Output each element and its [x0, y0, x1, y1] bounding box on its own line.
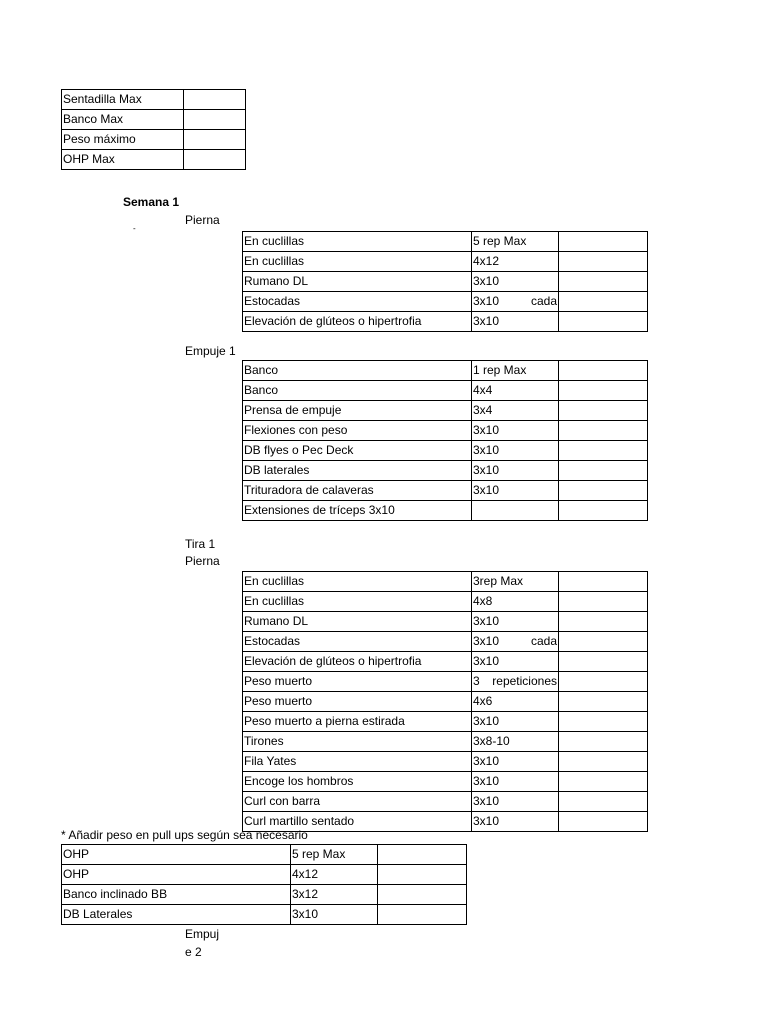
scheme-cell: 3x10 — [472, 752, 559, 772]
extra-cell[interactable] — [559, 652, 648, 672]
max-label: Peso máximo — [62, 130, 184, 150]
scheme-suffix: repeticiones — [492, 674, 557, 688]
extra-cell[interactable] — [378, 885, 467, 905]
exercise-cell: Trituradora de calaveras — [243, 481, 472, 501]
exercise-cell: Peso muerto a pierna estirada — [243, 712, 472, 732]
scheme-cell: 3x8-10 — [472, 732, 559, 752]
exercise-cell: Banco — [243, 381, 472, 401]
section-subtitle-pierna: Pierna — [185, 554, 220, 568]
extra-cell[interactable] — [559, 772, 648, 792]
scheme-suffix: cada — [530, 294, 557, 308]
scheme-cell: 3x10 — [472, 312, 559, 332]
table-row — [62, 110, 246, 130]
scheme-cell: 5 rep Max — [291, 845, 378, 865]
table-row — [243, 421, 648, 441]
exercise-cell: Elevación de glúteos o hipertrofia — [243, 652, 472, 672]
extra-cell[interactable] — [559, 792, 648, 812]
extra-cell[interactable] — [378, 905, 467, 925]
max-value[interactable] — [184, 150, 246, 170]
scheme-cell: 3x10 — [472, 812, 559, 832]
scheme-cell: 4x12 — [472, 252, 559, 272]
table-row — [243, 732, 648, 752]
extra-cell[interactable] — [559, 272, 648, 292]
scheme-cell: 3x10 — [472, 461, 559, 481]
table-row — [243, 792, 648, 812]
extra-cell[interactable] — [559, 572, 648, 592]
scheme-cell: 3x10 — [472, 712, 559, 732]
table-row — [243, 252, 648, 272]
table-row — [243, 292, 648, 312]
tira-table — [242, 571, 648, 832]
pierna-table — [242, 231, 648, 332]
empuje-table — [242, 360, 648, 521]
scheme-value: 3x10 — [473, 634, 500, 648]
extra-cell[interactable] — [378, 865, 467, 885]
max-value[interactable] — [184, 90, 246, 110]
table-row — [243, 361, 648, 381]
exercise-cell: Curl con barra — [243, 792, 472, 812]
table-row — [243, 692, 648, 712]
exercise-cell: Peso muerto — [243, 692, 472, 712]
scheme-cell: 4x8 — [472, 592, 559, 612]
extra-cell[interactable] — [559, 612, 648, 632]
table-row — [62, 130, 246, 150]
extra-cell[interactable] — [559, 752, 648, 772]
extra-cell[interactable] — [378, 845, 467, 865]
table-row — [243, 481, 648, 501]
section-title-empuje: Empuje 1 — [185, 344, 236, 358]
extra-cell[interactable] — [559, 481, 648, 501]
table-row — [62, 90, 246, 110]
table-row — [62, 885, 467, 905]
table-row — [243, 461, 648, 481]
max-table — [61, 89, 246, 170]
table-row — [243, 232, 648, 252]
scheme-cell: 3x10 — [291, 905, 378, 925]
extra-cell[interactable] — [559, 361, 648, 381]
section-title-empuje-2-line2: e 2 — [185, 945, 202, 959]
exercise-cell: En cuclillas — [243, 572, 472, 592]
week-title: Semana 1 — [123, 195, 180, 209]
scheme-cell: 3x10 — [472, 652, 559, 672]
extra-cell[interactable] — [559, 232, 648, 252]
exercise-cell: Banco — [243, 361, 472, 381]
table-row — [243, 772, 648, 792]
exercise-cell: DB Laterales — [62, 905, 291, 925]
scheme-cell: 4x12 — [291, 865, 378, 885]
scheme-cell: 3x10 — [472, 481, 559, 501]
table-row — [243, 501, 648, 521]
scheme-cell: 3x10 — [472, 772, 559, 792]
scheme-cell: 3x10 — [472, 441, 559, 461]
table-row — [62, 905, 467, 925]
extra-cell[interactable] — [559, 712, 648, 732]
exercise-cell: Encoge los hombros — [243, 772, 472, 792]
table-row — [243, 612, 648, 632]
table-row — [243, 312, 648, 332]
ohp-table — [61, 844, 467, 925]
scheme-cell: 3x10 — [472, 792, 559, 812]
exercise-cell: OHP — [62, 845, 291, 865]
scheme-value: 3 — [473, 674, 480, 688]
exercise-cell: Rumano DL — [243, 272, 472, 292]
scheme-cell: 3x10 — [472, 421, 559, 441]
scheme-cell: 3x12 — [291, 885, 378, 905]
scheme-cell — [472, 501, 559, 521]
scheme-cell — [472, 672, 559, 692]
exercise-cell: Estocadas — [243, 632, 472, 652]
scheme-cell: 4x4 — [472, 381, 559, 401]
exercise-cell: DB flyes o Pec Deck — [243, 441, 472, 461]
table-row — [243, 401, 648, 421]
exercise-cell: OHP — [62, 865, 291, 885]
exercise-cell: Prensa de empuje — [243, 401, 472, 421]
scheme-cell: 3x10 — [472, 272, 559, 292]
extra-cell[interactable] — [559, 312, 648, 332]
extra-cell[interactable] — [559, 292, 648, 312]
extra-cell[interactable] — [559, 592, 648, 612]
extra-cell[interactable] — [559, 421, 648, 441]
exercise-cell: Elevación de glúteos o hipertrofia — [243, 312, 472, 332]
extra-cell[interactable] — [559, 501, 648, 521]
exercise-cell: Banco inclinado BB — [62, 885, 291, 905]
exercise-cell: Peso muerto — [243, 672, 472, 692]
table-row — [243, 632, 648, 652]
table-row — [243, 592, 648, 612]
scheme-cell: 3x10 — [472, 612, 559, 632]
table-row — [243, 572, 648, 592]
extra-cell[interactable] — [559, 401, 648, 421]
max-label: OHP Max — [62, 150, 184, 170]
table-row — [243, 381, 648, 401]
extra-cell[interactable] — [559, 381, 648, 401]
exercise-cell: En cuclillas — [243, 252, 472, 272]
exercise-cell: En cuclillas — [243, 592, 472, 612]
section-title-pierna: Pierna — [185, 213, 220, 227]
extra-cell[interactable] — [559, 632, 648, 652]
exercise-cell: Flexiones con peso — [243, 421, 472, 441]
table-row — [243, 441, 648, 461]
table-row — [243, 752, 648, 772]
scheme-cell: 5 rep Max — [472, 232, 559, 252]
tick-mark: - — [133, 224, 136, 233]
section-title-empuje-2-line1: Empuj — [185, 927, 220, 941]
section-title-tira: Tira 1 — [185, 537, 216, 551]
exercise-cell: Curl martillo sentado — [243, 812, 472, 832]
max-label: Banco Max — [62, 110, 184, 130]
table-row — [62, 845, 467, 865]
scheme-cell: 3rep Max — [472, 572, 559, 592]
scheme-cell: 3x4 — [472, 401, 559, 421]
scheme-cell — [472, 632, 559, 652]
exercise-cell: En cuclillas — [243, 232, 472, 252]
extra-cell[interactable] — [559, 441, 648, 461]
extra-cell[interactable] — [559, 692, 648, 712]
scheme-cell: 1 rep Max — [472, 361, 559, 381]
max-label: Sentadilla Max — [62, 90, 184, 110]
exercise-cell: Extensiones de tríceps 3x10 — [243, 501, 472, 521]
table-row — [62, 150, 246, 170]
extra-cell[interactable] — [559, 732, 648, 752]
table-row — [62, 865, 467, 885]
table-row — [243, 652, 648, 672]
max-value[interactable] — [184, 130, 246, 150]
exercise-cell: Tirones — [243, 732, 472, 752]
table-row — [243, 712, 648, 732]
pull-ups-note: * Añadir peso en pull ups según sea necesario — [61, 828, 308, 842]
scheme-cell: 4x6 — [472, 692, 559, 712]
extra-cell[interactable] — [559, 461, 648, 481]
extra-cell[interactable] — [559, 252, 648, 272]
scheme-cell — [472, 292, 559, 312]
extra-cell[interactable] — [559, 672, 648, 692]
exercise-cell: Fila Yates — [243, 752, 472, 772]
table-row — [243, 672, 648, 692]
exercise-cell: Rumano DL — [243, 612, 472, 632]
exercise-cell: Estocadas — [243, 292, 472, 312]
max-value[interactable] — [184, 110, 246, 130]
exercise-cell: DB laterales — [243, 461, 472, 481]
extra-cell[interactable] — [559, 812, 648, 832]
scheme-value: 3x10 — [473, 294, 500, 308]
table-row — [243, 272, 648, 292]
scheme-suffix: cada — [530, 634, 557, 648]
